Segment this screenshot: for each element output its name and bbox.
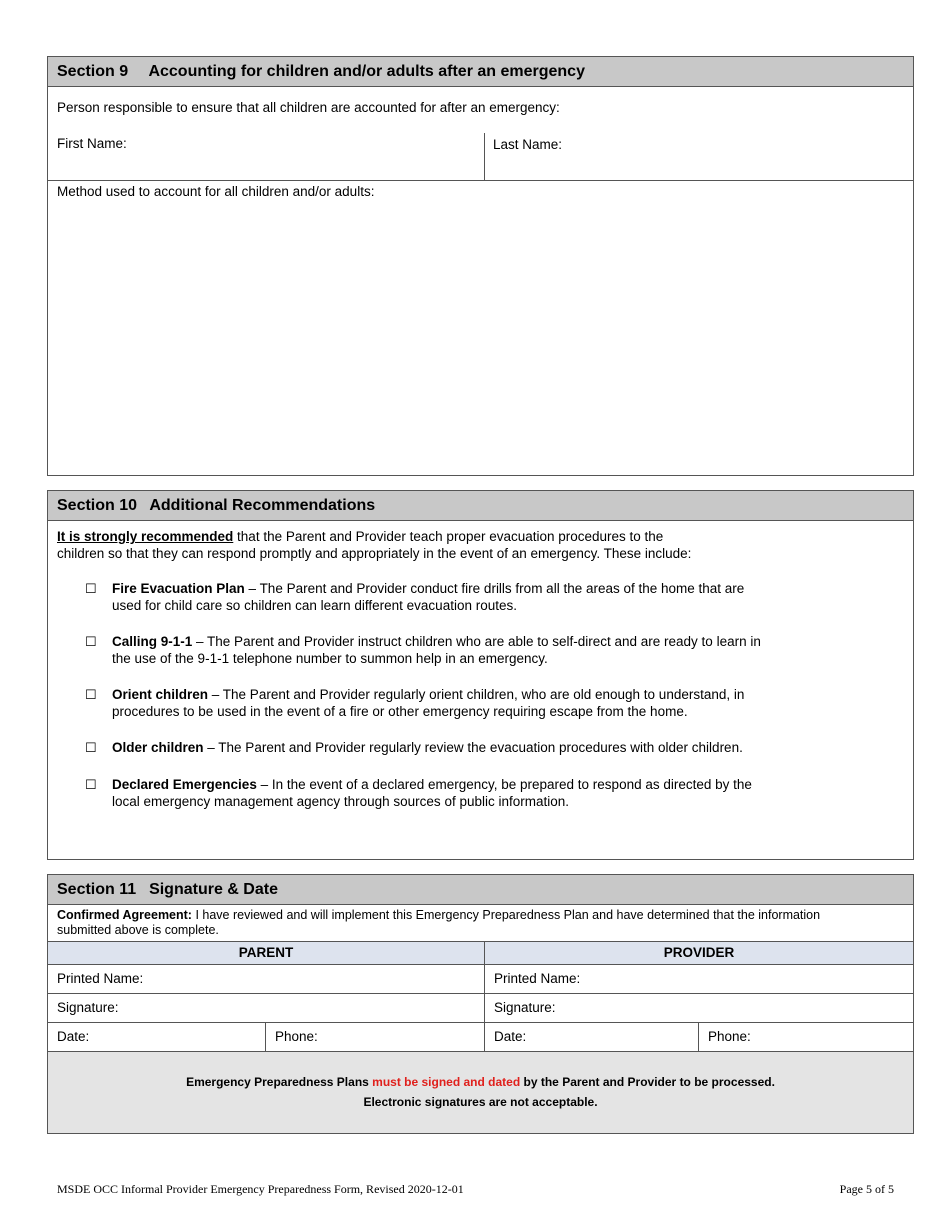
provider-date-field[interactable]: Date: [494, 1029, 527, 1044]
responsible-label: Person responsible to ensure that all children are accounted for after an emergency: [57, 100, 560, 115]
section-11-header [48, 875, 913, 905]
section-10-number: Section 10 [57, 497, 138, 514]
checkbox-calling-911[interactable]: ☐ [85, 634, 97, 649]
provider-signature-field[interactable]: Signature: [494, 1000, 556, 1015]
method-label: Method used to account for all children and/or adults: [57, 184, 375, 199]
item-line-1: – The Parent and Provider instruct children who are able to self-direct and are ready to learn in [192, 634, 761, 649]
parent-printed-name-field[interactable]: Printed Name: [57, 971, 144, 986]
item-older-children [112, 739, 832, 756]
item-line-1: – The Parent and Provider regularly orient children, who are old enough to understand, in [208, 687, 745, 702]
checkbox-older-children[interactable]: ☐ [85, 740, 97, 755]
item-line-2: procedures to be used in the event of a fire or other emergency requiring escape from the home. [112, 704, 688, 719]
item-line-1: – In the event of a declared emergency, be prepared to respond as directed by the [256, 777, 752, 792]
section-9-header [48, 57, 913, 87]
item-title: Older children [112, 740, 204, 755]
footer-form-id: MSDE OCC Informal Provider Emergency Preparedness Form, Revised 2020-12-01 [57, 1182, 464, 1196]
section-10 [47, 490, 914, 860]
item-line-1: – The Parent and Provider regularly review the evacuation procedures with older children. [203, 740, 743, 755]
checkbox-declared-emergencies[interactable]: ☐ [85, 777, 97, 792]
confirmed-agreement [57, 908, 907, 938]
intro-line-2: children so that they can respond promptly and appropriately in the event of an emergency. These include: [57, 546, 692, 561]
section-9-title: Accounting for children and/or adults after an emergency [148, 63, 585, 80]
item-line-2: the use of the 9-1-1 telephone number to summon help in an emergency. [112, 651, 548, 666]
item-line-1: – The Parent and Provider conduct fire drills from all the areas of the home that are [244, 581, 745, 596]
section-9 [47, 56, 914, 476]
section-10-title: Additional Recommendations [149, 497, 376, 514]
provider-phone-field[interactable]: Phone: [708, 1029, 751, 1044]
intro-line-1: that the Parent and Provider teach proper evacuation procedures to the [233, 529, 664, 544]
parent-date-field[interactable]: Date: [57, 1029, 90, 1044]
notice-part-1: Emergency Preparedness Plans [186, 1075, 373, 1089]
item-line-2: used for child care so children can learn different evacuation routes. [112, 598, 517, 613]
first-name-label: First Name: [57, 136, 127, 151]
agreement-line-2: submitted above is complete. [57, 923, 219, 937]
checkbox-orient-children[interactable]: ☐ [85, 687, 97, 702]
signature-notice [48, 1052, 913, 1133]
last-name-label: Last Name: [493, 137, 563, 152]
provider-header: PROVIDER [663, 945, 735, 960]
notice-line-2: Electronic signatures are not acceptable. [363, 1095, 598, 1109]
item-title: Declared Emergencies [112, 777, 257, 792]
item-fire-evacuation [112, 580, 832, 614]
provider-printed-name-field[interactable]: Printed Name: [494, 971, 581, 986]
item-title: Calling 9-1-1 [112, 634, 193, 649]
section-11 [47, 874, 914, 1134]
checkbox-fire-evacuation[interactable]: ☐ [85, 581, 97, 596]
notice-emphasis: must be signed and dated [372, 1075, 521, 1089]
parent-header: PARENT [238, 945, 294, 960]
section-10-header [48, 491, 913, 521]
parent-signature-field[interactable]: Signature: [57, 1000, 119, 1015]
item-title: Orient children [112, 687, 209, 702]
agreement-line-1: I have reviewed and will implement this Emergency Preparedness Plan and have determined that the information [191, 908, 821, 922]
parent-phone-field[interactable]: Phone: [275, 1029, 318, 1044]
item-calling-911 [112, 633, 832, 667]
notice-part-2: by the Parent and Provider to be processed. [520, 1075, 775, 1089]
section-9-number: Section 9 [57, 63, 129, 80]
strongly-recommended-text: It is strongly recommended [57, 529, 234, 544]
agreement-label: Confirmed Agreement: [57, 908, 192, 922]
recommendation-intro [57, 528, 691, 562]
item-orient-children [112, 686, 832, 720]
section-11-title: Signature & Date [149, 881, 278, 898]
item-line-2: local emergency management agency through sources of public information. [112, 794, 570, 809]
item-declared-emergencies [112, 776, 832, 810]
item-title: Fire Evacuation Plan [112, 581, 245, 596]
footer-page-number: Page 5 of 5 [839, 1182, 894, 1196]
notice-text [48, 1072, 913, 1112]
signature-header-row [48, 941, 913, 965]
section-11-number: Section 11 [57, 881, 137, 898]
